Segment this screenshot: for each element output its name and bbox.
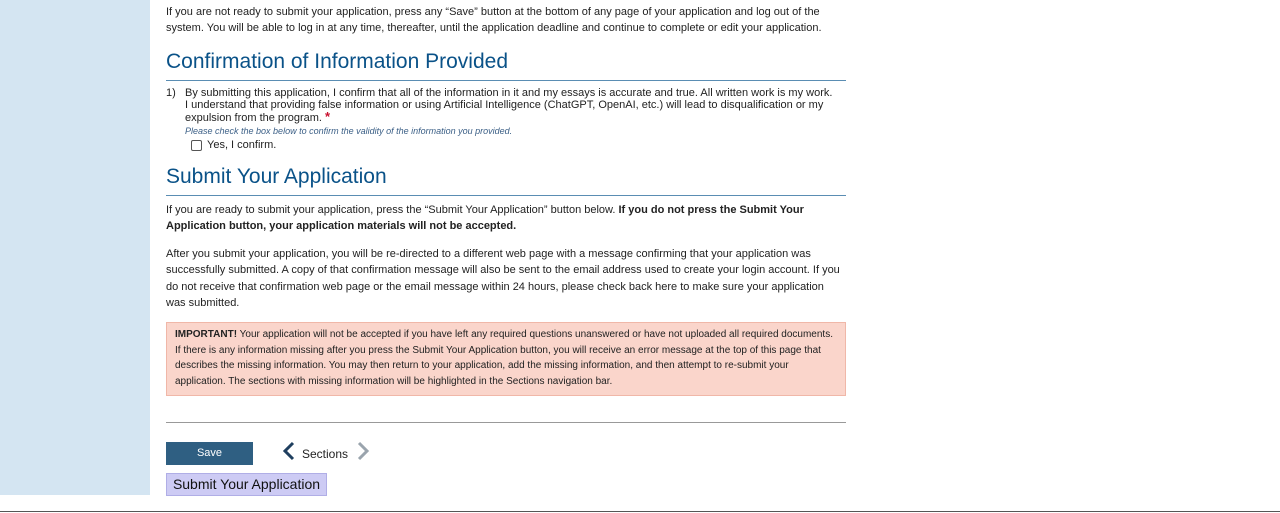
important-label: IMPORTANT! bbox=[175, 329, 238, 340]
redirect-notice: After you submit your application, you will be re-directed to a different web page with a message confirming that your application was successfully submitted. A copy of that confirmation message will also be sent to the email address used to create your login account. If you do not receive that confirmation web page or the email message within 24 hours, please check back here to make sure your application was submitted. bbox=[166, 248, 840, 309]
confirm-checkbox[interactable] bbox=[191, 140, 202, 151]
intro-text: If you are not ready to submit your application, press any “Save” button at the bottom of any page of your application and log out of the system. You will be able to log in at any time, thereafter, until the application deadline and continue to complete or edit your application. bbox=[166, 6, 822, 34]
left-sidebar bbox=[0, 0, 150, 495]
submit-application-button[interactable]: Submit Your Application bbox=[166, 473, 327, 496]
required-marker: * bbox=[325, 109, 331, 124]
submit-heading: Submit Your Application bbox=[166, 163, 846, 196]
question-text: By submitting this application, I confirm that all of the information in it and my essays is accurate and true. All written work is my work. I understand that providing false information or using Artificial Intelligence (ChatGPT, OpenAI, etc.) will lead to disqualification or my expulsion from the program. bbox=[185, 87, 833, 124]
bottom-divider bbox=[0, 511, 1280, 512]
submit-instructions-bold: If you do not press the Submit Your Application button, your application materials will not be accepted. bbox=[166, 204, 804, 233]
chevron-left-icon[interactable] bbox=[282, 441, 296, 466]
important-text: Your application will not be accepted if you have left any required questions unanswered or have not uploaded all required documents. If there is any information missing after you press the Submit Your Application button, you will receive an error message at the top of this page that describes the missing information. You may then return to your application, add the missing information, and then attempt to re-submit your application. The sections with missing information will be highlighted in the Sections navigation bar. bbox=[175, 329, 833, 387]
question-number: 1) bbox=[166, 87, 176, 99]
sections-navigation bbox=[282, 442, 370, 465]
confirm-checkbox-label[interactable]: Yes, I confirm. bbox=[207, 139, 277, 151]
form-footer-divider bbox=[166, 422, 846, 423]
question-hint: Please check the box below to confirm the validity of the information you provided. bbox=[185, 126, 513, 136]
confirmation-heading: Confirmation of Information Provided bbox=[166, 48, 846, 81]
confirm-checkbox-row[interactable] bbox=[191, 139, 276, 151]
submit-instructions bbox=[166, 202, 846, 235]
important-notice bbox=[166, 322, 846, 396]
submit-instructions-normal: If you are ready to submit your application, press the “Submit Your Application” button below. bbox=[166, 204, 619, 216]
sections-label[interactable]: Sections bbox=[302, 446, 349, 461]
chevron-right-icon[interactable] bbox=[356, 441, 370, 466]
question-text-block bbox=[185, 87, 835, 124]
save-button[interactable]: Save bbox=[166, 442, 253, 465]
